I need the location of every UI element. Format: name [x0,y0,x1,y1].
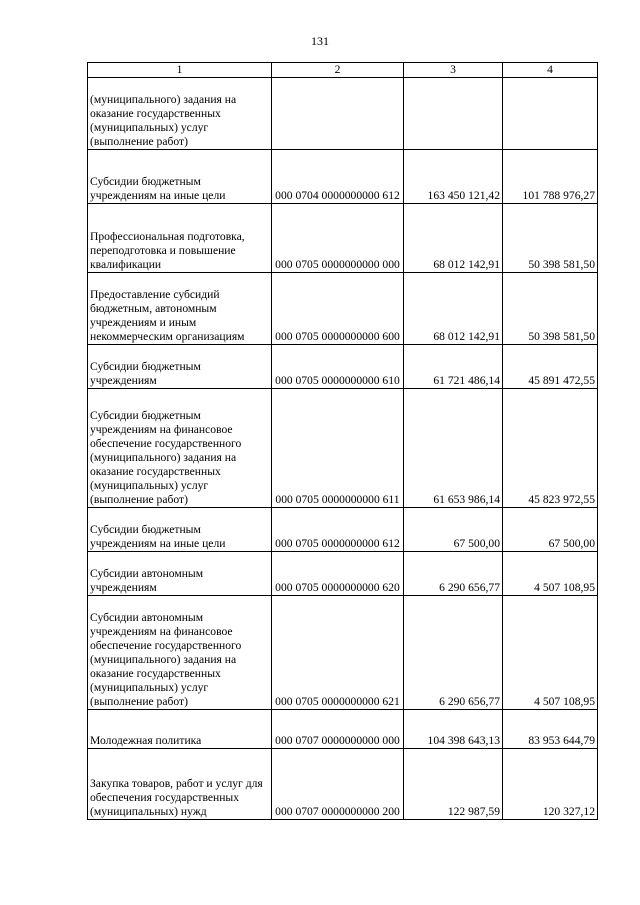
row-code: 000 0707 0000000000 200 [272,749,404,820]
row-value-1: 68 012 142,91 [404,204,503,273]
row-value-1: 163 450 121,42 [404,150,503,204]
table-row [88,78,598,150]
column-header-2: 2 [272,63,404,78]
row-value-2: 120 327,12 [503,749,598,820]
row-value-2: 83 953 644,79 [503,710,598,749]
table-row [88,749,598,820]
row-code: 000 0705 0000000000 610 [272,345,404,389]
row-value-2: 50 398 581,50 [503,204,598,273]
table-row [88,345,598,389]
table-row [88,204,598,273]
row-value-2: 4 507 108,95 [503,552,598,596]
row-value-2: 101 788 976,27 [503,150,598,204]
row-value-2: 4 507 108,95 [503,596,598,710]
row-name: Субсидии автономным учреждениям [88,552,272,596]
table-row [88,389,598,508]
row-name: Субсидии бюджетным учреждениям на иные цели [88,508,272,552]
table-row [88,150,598,204]
row-code [272,78,404,150]
row-name: Субсидии автономным учреждениям на финансовое обеспечение государственного (муниципального) задания на оказание государственных (муниципальных) услуг (выполнение работ) [88,596,272,710]
table-row [88,710,598,749]
row-value-1: 61 653 986,14 [404,389,503,508]
row-name: Предоставление субсидий бюджетным, автономным учреждениям и иным некоммерческим организациям [88,273,272,345]
row-code: 000 0705 0000000000 621 [272,596,404,710]
budget-table [87,62,598,820]
row-name: Молодежная политика [88,710,272,749]
row-value-2: 45 891 472,55 [503,345,598,389]
row-value-2 [503,78,598,150]
row-name: Субсидии бюджетным учреждениям на финансовое обеспечение государственного (муниципального) задания на оказание государственных (муниципальных) услуг (выполнение работ) [88,389,272,508]
column-header-3: 3 [404,63,503,78]
row-value-1: 104 398 643,13 [404,710,503,749]
row-code: 000 0704 0000000000 612 [272,150,404,204]
table-header-row [88,63,598,78]
table-row [88,596,598,710]
table-row [88,552,598,596]
row-value-1: 6 290 656,77 [404,552,503,596]
row-value-2: 45 823 972,55 [503,389,598,508]
row-code: 000 0705 0000000000 600 [272,273,404,345]
row-code: 000 0705 0000000000 611 [272,389,404,508]
row-value-1: 67 500,00 [404,508,503,552]
row-value-1: 122 987,59 [404,749,503,820]
row-value-2: 67 500,00 [503,508,598,552]
table-row [88,508,598,552]
row-code: 000 0705 0000000000 612 [272,508,404,552]
row-code: 000 0707 0000000000 000 [272,710,404,749]
row-name: Субсидии бюджетным учреждениям на иные цели [88,150,272,204]
row-value-1 [404,78,503,150]
table-row [88,273,598,345]
row-code: 000 0705 0000000000 620 [272,552,404,596]
row-name: Закупка товаров, работ и услуг для обеспечения государственных (муниципальных) нужд [88,749,272,820]
row-name: Профессиональная подготовка, переподготовка и повышение квалификации [88,204,272,273]
row-value-1: 68 012 142,91 [404,273,503,345]
column-header-4: 4 [503,63,598,78]
row-name: Субсидии бюджетным учреждениям [88,345,272,389]
column-header-1: 1 [88,63,272,78]
row-value-1: 61 721 486,14 [404,345,503,389]
page-number: 131 [311,34,329,48]
row-code: 000 0705 0000000000 000 [272,204,404,273]
row-value-2: 50 398 581,50 [503,273,598,345]
row-name: (муниципального) задания на оказание государственных (муниципальных) услуг (выполнение работ) [88,78,272,150]
row-value-1: 6 290 656,77 [404,596,503,710]
